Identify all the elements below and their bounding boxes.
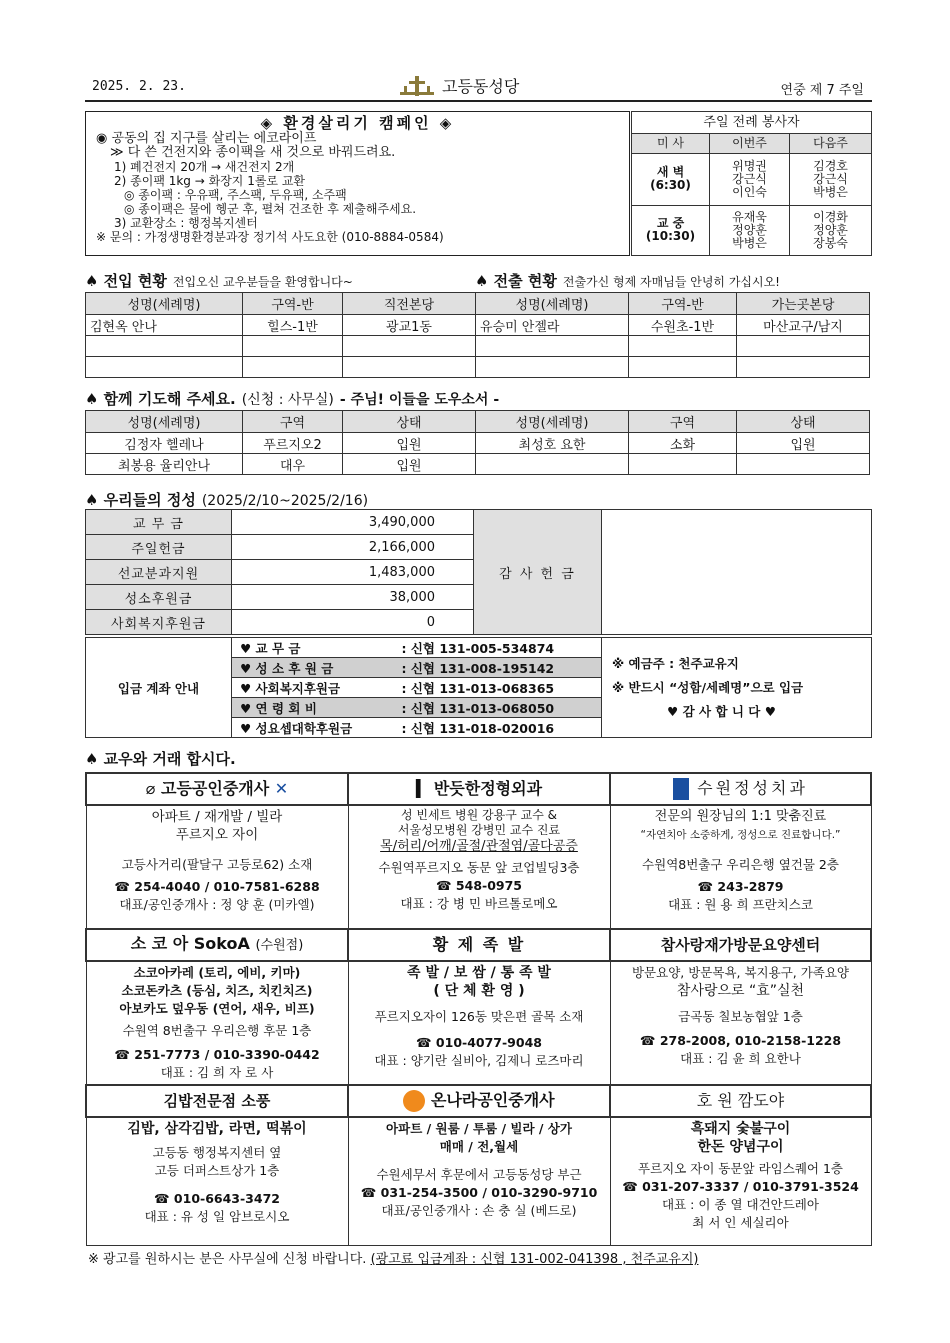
transfer-out-heading (475, 270, 780, 291)
ad-owner: 최 서 인 세실리아 (692, 1215, 789, 1230)
cell: 대우 (243, 454, 343, 475)
server-name: 박병은 (813, 184, 848, 199)
ad-name: 김밥전문점 소풍 (163, 1092, 271, 1110)
offering-title: ♠ 우리들의 정성 (85, 491, 196, 509)
service-header: 다음주 (790, 134, 872, 154)
ad-name: 반듯한정형외과 (433, 779, 543, 798)
ad-owner: 대표 : 원 용 희 프란치스코 (668, 897, 813, 912)
prayer-subtitle2: - 주님! 이들을 도우소서 - (339, 392, 500, 408)
ads-heading: ♠ 교우와 거래 합시다. (85, 750, 236, 768)
campaign-item2b: ◎ 종이팩은 물에 헹군 후, 펼쳐 건조한 후 제출해주세요. (124, 202, 417, 216)
ad-header (86, 929, 348, 961)
service-row (632, 205, 872, 255)
prayer-title: ♠ 함께 기도해 주세요. (85, 390, 236, 408)
thanks-offering-label: 감 사 헌 금 (474, 510, 602, 635)
ad-line: 아보카도 덮우동 (연어, 새우, 비프) (119, 1001, 315, 1016)
ad-header (348, 929, 610, 961)
ad-line: 전문의 원장님의 1:1 맞춤진료 (654, 809, 827, 824)
ad-line: 수원역 8번출구 우리은행 후문 1층 (122, 1023, 312, 1038)
ad-line: 소코돈카츠 (등심, 치즈, 치킨치즈) (121, 983, 313, 998)
ad-name-sub: (수원점) (255, 938, 304, 953)
ad-line: 금곡동 칠보농협앞 1층 (678, 1009, 803, 1024)
ad-line: 김밥, 삼각김밥, 라면, 떡볶이 (127, 1121, 307, 1137)
ad-body (610, 1117, 871, 1245)
account-number: : 신협 131-005-534874 (394, 638, 602, 658)
ad-phone: ☎ 254-4040 / 010-7581-6288 (114, 879, 320, 894)
ad-header (86, 1085, 348, 1117)
cell: 최성호 요한 (476, 433, 629, 454)
service-table (631, 111, 872, 256)
campaign-line2: ≫ 다 쓴 건전지와 종이팩을 새 것으로 바꿔드려요. (110, 145, 396, 160)
ad-line: ( 단 체 환 영 ) (433, 983, 525, 999)
onnara-logo-icon (403, 1090, 425, 1112)
campaign-title: ◈ 환경살리기 캠페인 ◈ (260, 114, 455, 132)
ad-name: 황 제 족 발 (432, 935, 526, 954)
cell: 최봉용 율리안나 (86, 454, 243, 475)
server-name: 유재욱 (732, 209, 767, 224)
column-header: 구역 (243, 411, 343, 433)
offering-label: 주일헌금 (86, 535, 232, 560)
church-title (398, 74, 519, 97)
offering-value: 0 (232, 610, 474, 635)
account-table (85, 637, 872, 738)
ad-line: 고등사거리(팔달구 고등로62) 소재 (121, 857, 313, 872)
column-header: 성명(세례명) (476, 411, 629, 433)
service-header: 미 사 (632, 134, 710, 154)
ad-line: 아파트 / 원룸 / 투룸 / 빌라 / 상가 (386, 1121, 572, 1136)
ad-line: 소코아카레 (토리, 에비, 키마) (133, 965, 301, 980)
ad-line: 방문요양, 방문목욕, 복지용구, 가족요양 (631, 965, 850, 980)
thanks-note: ♥ 감 사 합 니 다 ♥ (667, 703, 776, 719)
cell: 수원초-1반 (629, 315, 737, 336)
ad-line: 한돈 양념구이 (697, 1139, 784, 1155)
server-name: 장봉숙 (813, 235, 848, 250)
transfer-in-subtitle: 전입오신 교우분들을 환영합니다~ (172, 275, 353, 289)
ad-header (348, 773, 610, 805)
prayer-heading (85, 388, 499, 409)
prayer-subtitle: (신청 : 사무실) (241, 392, 334, 408)
ad-owner: 대표/공인중개사 : 정 양 훈 (미카엘) (119, 897, 315, 912)
ad-owner: 대표 : 이 종 열 대건안드레아 (662, 1197, 819, 1212)
ad-line: 참사랑으로 “효”실천 (676, 983, 805, 999)
server-name: 이인숙 (732, 184, 767, 199)
ad-name: 소 코 아 SokoA (130, 934, 250, 953)
ad-owner: 대표/공인중개사 : 손 충 실 (베드로) (381, 1203, 577, 1218)
dental-logo-icon (673, 778, 689, 800)
cell: 김현옥 안나 (86, 315, 243, 336)
ad-phone: ☎ 548-0975 (436, 878, 522, 893)
ad-phone: ☎ 278-2008, 010-2158-1228 (639, 1033, 842, 1048)
ad-owner: 대표 : 유 성 일 암브로시오 (144, 1209, 290, 1224)
ad-fee-account: (광고료 입금계좌 : 신협 131-002-041398 , 천주교유지) (370, 1252, 699, 1267)
ad-body (348, 805, 610, 929)
transfer-in-heading (85, 270, 353, 291)
ad-body (86, 805, 348, 929)
ads-table (85, 772, 872, 1246)
campaign-item3: 3) 교환장소 : 행정복지센터 (114, 216, 258, 230)
cell: 김정자 헬레나 (86, 433, 243, 454)
mass-time: (6:30) (650, 178, 691, 193)
ad-line: 고등동 행정복지센터 옆 (152, 1145, 282, 1160)
ad-body (86, 961, 348, 1085)
account-name: ♥ 사회복지후원금 (232, 678, 394, 698)
ad-header (610, 773, 871, 805)
ad-header (610, 1085, 871, 1117)
offering-table (85, 509, 872, 635)
column-header: 상태 (343, 411, 476, 433)
offering-label: 성소후원금 (86, 585, 232, 610)
cell: 마산교구/남지 (737, 315, 870, 336)
ad-line: 족 발 / 보 쌈 / 통 족 발 (407, 965, 551, 981)
transfer-in-title: ♠ 전입 현황 (85, 272, 167, 290)
mass-time: (10:30) (645, 229, 696, 244)
ad-body (348, 1117, 610, 1245)
church-name: 고등동성당 (442, 77, 520, 96)
ad-name: 온나라공인중개사 (430, 1090, 555, 1110)
table-row (86, 454, 870, 475)
offering-value: 1,483,000 (232, 560, 474, 585)
transfer-table (85, 292, 870, 378)
account-name: ♥ 교 무 금 (232, 638, 394, 658)
service-header: 이번주 (710, 134, 790, 154)
account-name: ♥ 연 령 회 비 (232, 698, 394, 718)
church-logo-icon (398, 75, 436, 97)
offering-label: 사회복지후원금 (86, 610, 232, 635)
account-name: ♥ 성 소 후 원 금 (232, 658, 394, 678)
prayer-table (85, 410, 870, 475)
service-row (632, 154, 872, 205)
ad-line: “자연치아 소중하게, 정성으로 진료합니다.” (640, 829, 841, 841)
service-title: 주일 전례 봉사자 (632, 112, 872, 134)
ad-phone: ☎ 031-207-3337 / 010-3791-3524 (622, 1179, 859, 1194)
offering-label: 교 무 금 (86, 510, 232, 535)
column-header: 가는곳본당 (737, 293, 870, 315)
ad-owner: 대표 : 김 희 자 로 사 (160, 1065, 274, 1080)
ad-line: 푸르지오자이 126동 맞은편 골목 소재 (374, 1009, 584, 1024)
ad-name: 고등공인중개사 (161, 779, 270, 798)
column-header: 구역 (629, 411, 737, 433)
offering-value: 3,490,000 (232, 510, 474, 535)
column-header: 성명(세례명) (86, 411, 243, 433)
campaign-contact: ※ 문의 : 가정생명환경분과장 정기석 사도요한 (010-8884-0584) (96, 230, 444, 244)
ad-footer-note (88, 1248, 698, 1267)
campaign-box (85, 111, 630, 256)
offering-period: (2025/2/10~2025/2/16) (201, 493, 369, 509)
ad-line: 목/허리/어깨/골절/관절염/골다공증 (380, 839, 578, 854)
ad-header (610, 929, 871, 961)
campaign-line1: ◉ 공동의 집 지구를 살리는 에코라이프 (96, 131, 317, 146)
ad-header (86, 773, 348, 805)
clinic-logo-icon: ▍ (415, 779, 429, 798)
deposit-name-note: ※ 반드시 “성함/세례명”으로 입금 (612, 679, 804, 695)
ad-line: 수원역8번출구 우리은행 옆건물 2층 (642, 857, 839, 872)
ad-phone: ☎ 251-7773 / 010-3390-0442 (114, 1047, 320, 1062)
mass-name: 새 벽 (656, 165, 685, 180)
ad-name: 호 원 깜도야 (696, 1091, 785, 1110)
ad-line: 매매 / 전,월세 (439, 1139, 519, 1154)
table-row (86, 336, 870, 357)
ad-owner: 대표 : 김 윤 희 요한나 (680, 1051, 801, 1066)
campaign-item2: 2) 종이팩 1kg → 화장지 1롤로 교환 (114, 174, 306, 188)
offering-heading (85, 489, 368, 510)
ad-phone: ☎ 243-2879 (697, 879, 784, 894)
ad-phone: ☎ 010-4077-9048 (416, 1035, 542, 1050)
server-name: 정양훈 (813, 222, 848, 237)
account-number: : 신협 131-008-195142 (394, 658, 602, 678)
ad-phone: ☎ 010-6643-3472 (154, 1191, 280, 1206)
server-name: 강근식 (732, 171, 767, 186)
ad-body (610, 805, 871, 929)
ad-body (86, 1117, 348, 1245)
ad-line: 푸르지오 자이 (175, 827, 259, 843)
ad-header (348, 1085, 610, 1117)
account-number: : 신협 131-018-020016 (394, 718, 602, 738)
column-header: 성명(세례명) (476, 293, 629, 315)
server-name: 강근식 (813, 171, 848, 186)
cell: 광교1동 (343, 315, 476, 336)
server-name: 박병은 (732, 235, 767, 250)
account-label: 입금 계좌 안내 (86, 638, 232, 738)
ad-body (610, 961, 871, 1085)
offering-label: 선교분과지원 (86, 560, 232, 585)
transfer-out-title: ♠ 전출 현황 (475, 272, 557, 290)
ad-owner: 대표 : 강 병 민 바르톨로메오 (400, 896, 558, 911)
liturgical-week: 연중 제 7 주일 (780, 83, 864, 98)
table-row (86, 315, 870, 336)
ad-owner: 대표 : 양기란 실비아, 김제니 로즈마리 (374, 1053, 584, 1068)
ad-line: 성 빈세트 병원 강용구 교수 & (401, 808, 557, 822)
ad-line: 서울성모병원 강병민 교수 진료 (397, 823, 561, 837)
ad-line: 푸르지오 자이 동문앞 라임스퀘어 1층 (638, 1161, 843, 1176)
realty-brand-icon: ✕ (274, 779, 289, 798)
account-notes (602, 638, 872, 738)
ad-name: 수원정성치과 (697, 778, 808, 798)
cell: 유승미 안젤라 (476, 315, 629, 336)
bulletin-date: 2025. 2. 23. (92, 79, 186, 94)
cell: 입원 (343, 433, 476, 454)
table-row (86, 433, 870, 454)
header-divider (85, 100, 872, 102)
offering-row (86, 510, 872, 535)
column-header: 상태 (737, 411, 870, 433)
cell: 소화 (629, 433, 737, 454)
cell: 힐스-1반 (243, 315, 343, 336)
ad-line: 고등 더퍼스트상가 1층 (154, 1163, 280, 1178)
ad-line: 아파트 / 재개발 / 빌라 (151, 809, 283, 825)
realty-logo-icon: ⌀ (145, 779, 156, 798)
column-header: 성명(세례명) (86, 293, 243, 315)
server-name: 이경화 (813, 209, 848, 224)
ad-line: 흑돼지 숯불구이 (690, 1121, 791, 1137)
column-header: 직전본당 (343, 293, 476, 315)
cell: 입원 (343, 454, 476, 475)
ad-line: 수원역푸르지오 동문 앞 코업빌딩3층 (378, 860, 580, 875)
ad-name: 참사랑재가방문요양센터 (660, 936, 821, 954)
account-number: : 신협 131-013-068365 (394, 678, 602, 698)
ad-request-note: ※ 광고를 원하시는 분은 사무실에 신청 바랍니다. (88, 1252, 367, 1267)
server-name: 위명권 (732, 158, 767, 173)
server-name: 김경호 (813, 158, 848, 173)
offering-value: 2,166,000 (232, 535, 474, 560)
cell: 푸르지오2 (243, 433, 343, 454)
cell: 입원 (737, 433, 870, 454)
mass-name: 교 중 (656, 216, 685, 231)
offering-value: 38,000 (232, 585, 474, 610)
campaign-item2a: ◎ 종이팩 : 우유팩, 주스팩, 두유팩, 소주팩 (124, 188, 347, 202)
campaign-item1: 1) 폐건전지 20개 → 새건전지 2개 (114, 160, 295, 174)
server-name: 정양훈 (732, 222, 767, 237)
table-row (86, 357, 870, 378)
column-header: 구역-반 (243, 293, 343, 315)
column-header: 구역-반 (629, 293, 737, 315)
ad-line: 수원세무서 후문에서 고등동성당 부근 (376, 1167, 582, 1182)
ad-body (348, 961, 610, 1085)
transfer-out-subtitle: 전출가신 형제 자매님들 안녕히 가십시오! (562, 275, 780, 289)
account-holder-note: ※ 예금주 : 천주교유지 (612, 655, 739, 671)
account-name: ♥ 성요셉대학후원금 (232, 718, 394, 738)
ad-phone: ☎ 031-254-3500 / 010-3290-9710 (360, 1185, 598, 1200)
account-number: : 신협 131-013-068050 (394, 698, 602, 718)
